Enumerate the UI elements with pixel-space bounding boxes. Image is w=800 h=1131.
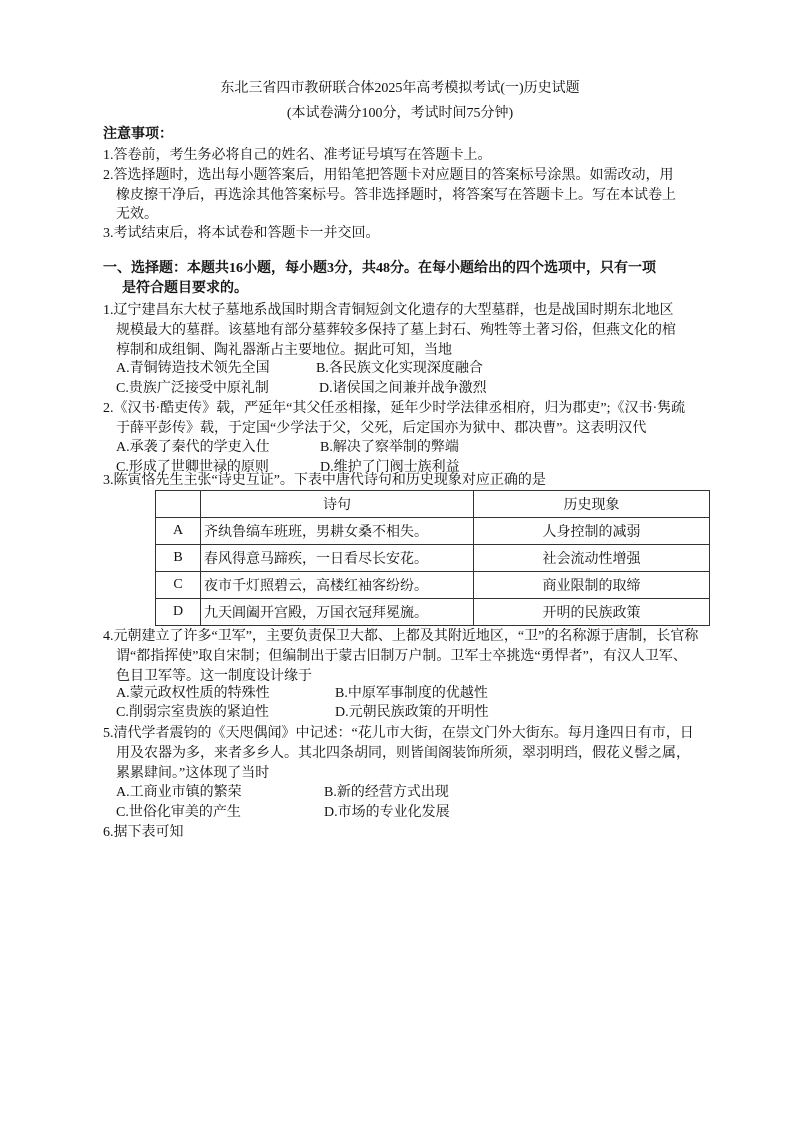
table-cell-poem: 春风得意马蹄疾，一日看尽长安花。 [201,545,474,572]
question-5-option-c: C.世俗化审美的产生 [116,805,241,820]
notice-line: 2.答选择题时，选出每小题答案后，用铅笔把答题卡对应题目的答案标号涂黑。如需改动，用 [103,168,674,183]
question-1-stem: 椁制和成组铜、陶礼器渐占主要地位。据此可知，当地 [116,343,452,358]
question-6-stem: 6.据下表可知 [103,825,184,840]
table-header: 历史现象 [474,491,710,518]
notice-line: 橡皮擦干净后，再选涂其他答案标号。答非选择题时，将答案写在答题卡上。写在本试卷上 [116,188,676,203]
table-cell-phenomenon: 人身控制的减弱 [474,518,710,545]
table-row [156,518,710,545]
question-2-option-a: A.承袭了秦代的学吏入仕 [116,440,270,455]
table-cell-phenomenon: 商业限制的取缔 [474,572,710,599]
question-2-option-c: C.形成了世卿世禄的原则 [116,460,269,475]
table-cell-key: A [156,518,201,545]
question-1-option-c: C.贵族广泛接受中原礼制 [116,381,269,396]
question-1-stem: 1.辽宁建昌东大杖子墓地系战国时期含青铜短剑文化遗存的大型墓群，也是战国时期东北地区 [103,303,674,318]
question-5-stem: 5.清代学者震钧的《天咫偶闻》中记述：“花儿市大街，在崇文门外大街东。每月逢四日有市，日 [103,726,694,741]
table-cell-key: D [156,599,201,626]
question-5-stem: 用及农器为多，来者多乡人。其北四条胡同，则皆闺阁装饰所须，翠羽明珰，假花义髻之属， [116,746,690,761]
question-5-option-d: D.市场的专业化发展 [324,805,450,820]
section-heading: 一、选择题：本题共16小题，每小题3分，共48分。在每小题给出的四个选项中，只有一项 [103,261,656,276]
question-2-option-d: D.维护了门阀士族利益 [320,460,460,475]
table-header: 诗句 [201,491,474,518]
table-cell-poem: 九天阊阖开宫殿，万国衣冠拜冕旒。 [201,599,474,626]
question-1-option-b: B.各民族文化实现深度融合 [316,361,483,376]
exam-subtitle: (本试卷满分100分，考试时间75分钟) [286,106,514,121]
question-5-option-a: A.工商业市镇的繁荣 [116,785,242,800]
question-2-stem: 于薛平彭传》载，于定国“少学法于父，父死，后定国亦为狱中、郡决曹”。这表明汉代 [116,421,647,436]
question-4-option-b: B.中原军事制度的优越性 [335,686,488,701]
poetry-history-table [155,490,710,626]
question-1-stem: 规模最大的墓群。该墓地有部分墓葬较多保持了墓上封石、殉牲等土著习俗，但燕文化的棺 [116,323,676,338]
question-4-stem: 4.元朝建立了许多“卫军”，主要负责保卫大都、上都及其附近地区，“卫”的名称源于唐制，长官称 [103,629,699,644]
question-5-stem: 累累肆间。”这体现了当时 [116,766,270,781]
notice-line: 1.答卷前，考生务必将自己的姓名、准考证号填写在答题卡上。 [103,148,492,163]
table-cell-poem: 齐纨鲁缟车班班，男耕女桑不相失。 [201,518,474,545]
question-4-option-c: C.削弱宗室贵族的紧迫性 [116,705,269,720]
table-row [156,572,710,599]
question-2-stem: 2.《汉书·酷吏传》载，严延年“其父任丞相掾，延年少时学法律丞相府，归为郡吏”;《汉书·隽疏 [103,401,686,416]
question-1-option-a: A.青铜铸造技术领先全国 [116,361,270,376]
table-header [156,491,201,518]
table-cell-phenomenon: 社会流动性增强 [474,545,710,572]
question-3-stem: 3.陈寅恪先生主张“诗史互证”。下表中唐代诗句和历史现象对应正确的是 [103,473,546,488]
question-2-option-b: B.解决了察举制的弊端 [320,440,459,455]
question-4-option-a: A.蒙元政权性质的特殊性 [116,686,270,701]
notice-line: 无效。 [116,207,158,222]
question-1-option-d: D.诸侯国之间兼并战争激烈 [319,381,487,396]
question-5-option-b: B.新的经营方式出现 [324,785,449,800]
question-4-stem: 色目卫军等。这一制度设计缘于 [116,669,312,684]
table-cell-phenomenon: 开明的民族政策 [474,599,710,626]
table-cell-key: B [156,545,201,572]
question-4-option-d: D.元朝民族政策的开明性 [335,705,489,720]
table-row [156,599,710,626]
table-cell-key: C [156,572,201,599]
table-header-row [156,491,710,518]
section-heading: 是符合题目要求的。 [122,281,248,296]
notice-heading: 注意事项： [103,127,173,142]
exam-title: 东北三省四市教研联合体2025年高考模拟考试(一)历史试题 [220,81,580,96]
table-cell-poem: 夜市千灯照碧云，高楼红袖客纷纷。 [201,572,474,599]
table-row [156,545,710,572]
notice-line: 3.考试结束后，将本试卷和答题卡一并交回。 [103,226,380,241]
question-4-stem: 谓“都指挥使”取自宋制；但编制出于蒙古旧制万户制。卫军士卒挑选“勇悍者”，有汉人卫军、 [116,649,687,664]
